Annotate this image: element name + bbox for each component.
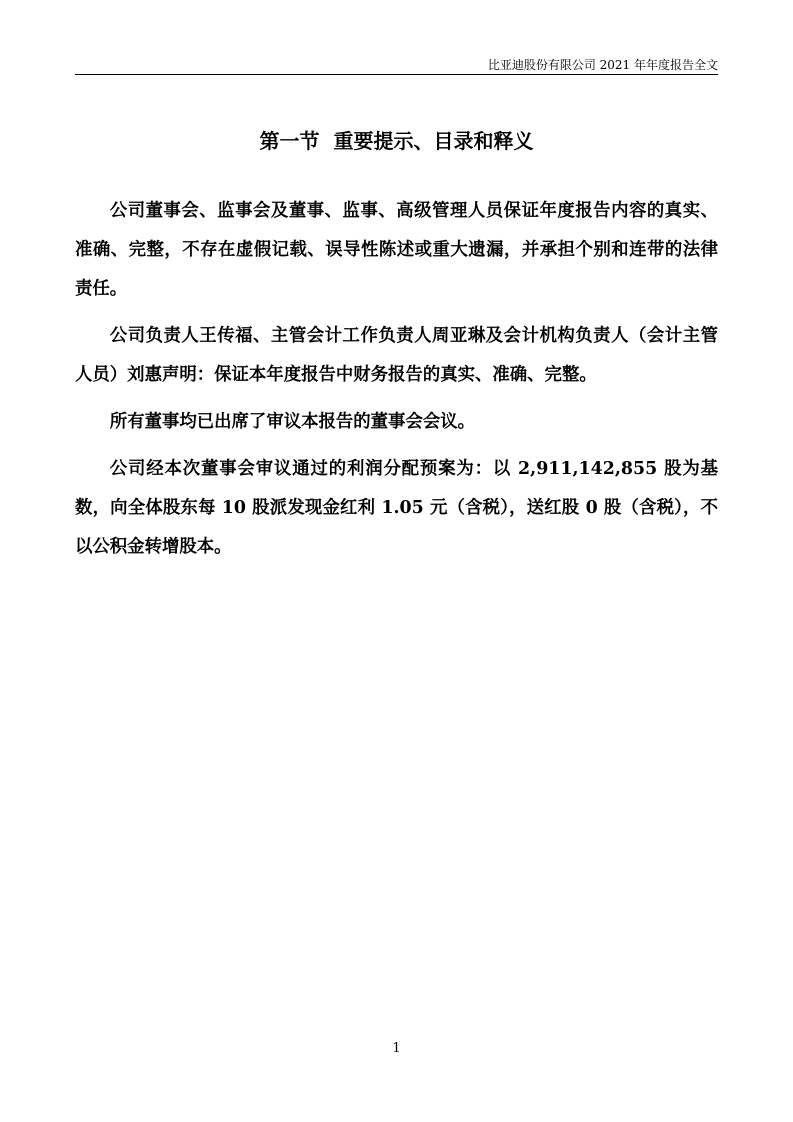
section-title: 第一节 重要提示、目录和释义 xyxy=(259,129,534,153)
header-divider xyxy=(75,74,718,75)
body-text xyxy=(75,192,718,575)
paragraph-board-attendance: 所有董事均已出席了审议本报告的董事会会议。 xyxy=(109,412,476,432)
header-title: 比亚迪股份有限公司 2021 年年度报告全文 xyxy=(487,58,718,72)
paragraph-financial-declaration: 公司负责人王传福、主管会计工作负责人周亚琳及会计机构负责人（会计主管人员）刘惠声明：保证本年度报告中财务报告的真实、准确、完整。 xyxy=(75,326,718,385)
paragraph-profit-distribution: 公司经本次董事会审议通过的利润分配预案为：以 2,911,142,855 股为基数，向全体股东每 10 股派发现金红利 1.05 元（含税），送红股 0 股（含税），不以公积金转增股本。 xyxy=(75,459,718,557)
page-number: 1 xyxy=(392,1041,401,1056)
paragraph-responsibility-statement: 公司董事会、监事会及董事、监事、高级管理人员保证年度报告内容的真实、准确、完整，不存在虚假记载、误导性陈述或重大遗漏，并承担个别和连带的法律责任。 xyxy=(75,201,718,299)
